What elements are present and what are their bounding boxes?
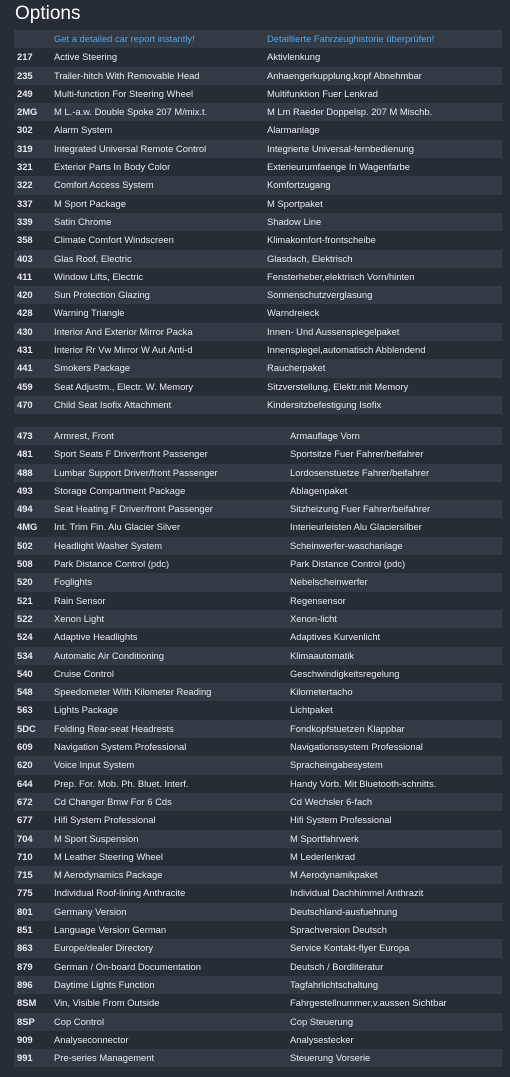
option-code: 488 xyxy=(14,464,54,482)
option-row xyxy=(14,921,502,939)
option-row xyxy=(14,775,502,793)
option-name-de: Shadow Line xyxy=(267,213,502,231)
option-name-de: Deutschland-ausfuehrung xyxy=(290,903,502,921)
option-name-de: Lordosenstuetze Fahrer/beifahrer xyxy=(290,464,502,482)
option-name-en: Smokers Package xyxy=(54,359,267,377)
option-name-en: Glas Roof, Electric xyxy=(54,250,267,268)
option-code: 8SP xyxy=(14,1013,54,1031)
option-row xyxy=(14,158,502,176)
option-row xyxy=(14,464,502,482)
option-name-en: Exterior Parts In Body Color xyxy=(54,158,267,176)
option-name-en: Xenon Light xyxy=(54,610,290,628)
option-row xyxy=(14,592,502,610)
option-name-de: Kindersitzbefestigung Isofix xyxy=(267,396,502,414)
option-code: 710 xyxy=(14,848,54,866)
option-row xyxy=(14,756,502,774)
option-code: 715 xyxy=(14,866,54,884)
option-row xyxy=(14,939,502,957)
option-code: 502 xyxy=(14,537,54,555)
option-name-en: Navigation System Professional xyxy=(54,738,290,756)
option-name-de: Alarmanlage xyxy=(267,121,502,139)
option-name-en: Lumbar Support Driver/front Passenger xyxy=(54,464,290,482)
option-row xyxy=(14,848,502,866)
option-row xyxy=(14,903,502,921)
option-name-de: Innenspiegel,automatisch Abblendend xyxy=(267,341,502,359)
option-code: 620 xyxy=(14,756,54,774)
option-name-en: German / On-board Documentation xyxy=(54,958,290,976)
option-name-en: Daytime Lights Function xyxy=(54,976,290,994)
option-name-en: Foglights xyxy=(54,573,290,591)
option-name-de: Raucherpaket xyxy=(267,359,502,377)
option-code: 403 xyxy=(14,250,54,268)
option-name-de: Sitzheizung Fuer Fahrer/beifahrer xyxy=(290,500,502,518)
option-name-en: Satin Chrome xyxy=(54,213,267,231)
option-name-en: Window Lifts, Electric xyxy=(54,268,267,286)
option-name-en: Cd Changer Bmw For 6 Cds xyxy=(54,793,290,811)
option-name-de: Fondkopfstuetzen Klappbar xyxy=(290,720,502,738)
option-name-de: Individual Dachhimmel Anthrazit xyxy=(290,884,502,902)
option-name-en: Int. Trim Fin. Alu Glacier Silver xyxy=(54,518,290,536)
option-code: 339 xyxy=(14,213,54,231)
option-row xyxy=(14,359,502,377)
option-row xyxy=(14,85,502,103)
option-name-de: Innen- Und Aussenspiegelpaket xyxy=(267,323,502,341)
option-name-de: M Sportfahrwerk xyxy=(290,830,502,848)
option-name-de: Ablagenpaket xyxy=(290,482,502,500)
option-name-de: Integrierte Universal-fernbedienung xyxy=(267,140,502,158)
option-row xyxy=(14,250,502,268)
option-code: 851 xyxy=(14,921,54,939)
option-code: 494 xyxy=(14,500,54,518)
option-row xyxy=(14,500,502,518)
option-name-de: Analysestecker xyxy=(290,1031,502,1049)
option-code: 548 xyxy=(14,683,54,701)
option-code: 321 xyxy=(14,158,54,176)
option-row xyxy=(14,341,502,359)
option-code: 672 xyxy=(14,793,54,811)
option-code: 235 xyxy=(14,67,54,85)
option-name-en: Speedometer With Kilometer Reading xyxy=(54,683,290,701)
options-table-1 xyxy=(14,30,502,414)
option-name-de: Service Kontakt-flyer Europa xyxy=(290,939,502,957)
option-row xyxy=(14,103,502,121)
option-row xyxy=(14,537,502,555)
option-name-de: Aktivlenkung xyxy=(267,48,502,66)
option-code: 358 xyxy=(14,231,54,249)
option-name-de: M Aerodynamikpaket xyxy=(290,866,502,884)
option-code: 420 xyxy=(14,286,54,304)
option-code: 470 xyxy=(14,396,54,414)
option-row xyxy=(14,518,502,536)
option-name-en: Prep. For. Mob. Ph. Bluet. Interf. xyxy=(54,775,290,793)
option-code: 524 xyxy=(14,628,54,646)
option-row xyxy=(14,323,502,341)
option-name-de: Fensterheber,elektrisch Vorn/hinten xyxy=(267,268,502,286)
option-code: 521 xyxy=(14,592,54,610)
option-name-en: Integrated Universal Remote Control xyxy=(54,140,267,158)
option-name-de: Interieurleisten Alu Glaciersilber xyxy=(290,518,502,536)
option-row xyxy=(14,482,502,500)
option-row xyxy=(14,610,502,628)
option-code: 520 xyxy=(14,573,54,591)
option-row xyxy=(14,67,502,85)
option-name-en: Warning Triangle xyxy=(54,304,267,322)
option-name-en: Seat Adjustm., Electr. W. Memory xyxy=(54,378,267,396)
option-code: 879 xyxy=(14,958,54,976)
option-row xyxy=(14,830,502,848)
option-name-de: Navigationssystem Professional xyxy=(290,738,502,756)
option-code: 863 xyxy=(14,939,54,957)
option-code: 322 xyxy=(14,176,54,194)
option-row xyxy=(14,683,502,701)
option-name-en: Analyseconnector xyxy=(54,1031,290,1049)
option-row xyxy=(14,573,502,591)
option-code: 8SM xyxy=(14,994,54,1012)
option-name-de: Hifi System Professional xyxy=(290,811,502,829)
option-row xyxy=(14,176,502,194)
option-code: 430 xyxy=(14,323,54,341)
option-name-en: Vin, Visible From Outside xyxy=(54,994,290,1012)
option-code: 896 xyxy=(14,976,54,994)
report-link-de[interactable]: Detaillierte Fahrzeughistorie überprüfen! xyxy=(267,33,435,44)
option-code: 481 xyxy=(14,445,54,463)
option-name-en: Language Version German xyxy=(54,921,290,939)
option-name-en: Active Steering xyxy=(54,48,267,66)
option-name-de: Adaptives Kurvenlicht xyxy=(290,628,502,646)
option-name-en: Interior Rr Vw Mirror W Aut Anti-d xyxy=(54,341,267,359)
option-name-de: Glasdach, Elektrisch xyxy=(267,250,502,268)
option-name-de: Geschwindigkeitsregelung xyxy=(290,665,502,683)
option-code: 534 xyxy=(14,647,54,665)
option-code: 540 xyxy=(14,665,54,683)
option-name-en: Sun Protection Glazing xyxy=(54,286,267,304)
option-name-en: Comfort Access System xyxy=(54,176,267,194)
option-row xyxy=(14,268,502,286)
option-code: 704 xyxy=(14,830,54,848)
option-name-de: Sprachversion Deutsch xyxy=(290,921,502,939)
option-name-de: Klimaautomatik xyxy=(290,647,502,665)
option-name-de: Scheinwerfer-waschanlage xyxy=(290,537,502,555)
option-name-de: M Lederlenkrad xyxy=(290,848,502,866)
option-name-en: Adaptive Headlights xyxy=(54,628,290,646)
option-row xyxy=(14,140,502,158)
option-row xyxy=(14,286,502,304)
option-name-en: Lights Package xyxy=(54,701,290,719)
option-name-de: Multifunktion Fuer Lenkrad xyxy=(267,85,502,103)
option-name-de: Komfortzugang xyxy=(267,176,502,194)
option-row xyxy=(14,48,502,66)
option-name-en: M Aerodynamics Package xyxy=(54,866,290,884)
option-row xyxy=(14,811,502,829)
option-name-de: Cd Wechsler 6-fach xyxy=(290,793,502,811)
option-row xyxy=(14,555,502,573)
option-name-de: Xenon-licht xyxy=(290,610,502,628)
option-name-en: Headlight Washer System xyxy=(54,537,290,555)
option-code: 775 xyxy=(14,884,54,902)
option-name-en: Automatic Air Conditioning xyxy=(54,647,290,665)
option-code: 473 xyxy=(14,427,54,445)
option-name-de: Sportsitze Fuer Fahrer/beifahrer xyxy=(290,445,502,463)
option-name-en: Germany Version xyxy=(54,903,290,921)
option-code: 609 xyxy=(14,738,54,756)
option-name-en: Interior And Exterior Mirror Packa xyxy=(54,323,267,341)
option-name-en: Child Seat Isofix Attachment xyxy=(54,396,267,414)
option-code: 522 xyxy=(14,610,54,628)
option-name-en: Multi-function For Steering Wheel xyxy=(54,85,267,103)
option-name-en: Rain Sensor xyxy=(54,592,290,610)
option-name-de: Fahrgestellnummer,v.aussen Sichtbar xyxy=(290,994,502,1012)
option-code: 441 xyxy=(14,359,54,377)
option-name-en: Voice Input System xyxy=(54,756,290,774)
option-name-en: Park Distance Control (pdc) xyxy=(54,555,290,573)
page-title: Options xyxy=(15,3,81,24)
option-code: 2MG xyxy=(14,103,54,121)
option-row xyxy=(14,701,502,719)
option-name-de: Kilometertacho xyxy=(290,683,502,701)
option-row xyxy=(14,738,502,756)
option-name-de: Lichtpaket xyxy=(290,701,502,719)
options-table-2 xyxy=(14,427,502,1067)
option-row xyxy=(14,665,502,683)
option-row xyxy=(14,866,502,884)
option-name-de: Sitzverstellung, Elektr.mit Memory xyxy=(267,378,502,396)
option-name-en: Seat Heating F Driver/front Passenger xyxy=(54,500,290,518)
option-name-de: Cop Steuerung xyxy=(290,1013,502,1031)
option-code: 431 xyxy=(14,341,54,359)
option-code: 493 xyxy=(14,482,54,500)
option-row xyxy=(14,427,502,445)
option-name-de: Warndreieck xyxy=(267,304,502,322)
option-code: 428 xyxy=(14,304,54,322)
option-row xyxy=(14,195,502,213)
option-name-en: Alarm System xyxy=(54,121,267,139)
option-code: 909 xyxy=(14,1031,54,1049)
option-name-en: Individual Roof-lining Anthracite xyxy=(54,884,290,902)
option-code: 249 xyxy=(14,85,54,103)
option-name-en: M Sport Suspension xyxy=(54,830,290,848)
report-header-row xyxy=(14,30,502,48)
option-row xyxy=(14,445,502,463)
option-name-de: Tagfahrlichtschaltung xyxy=(290,976,502,994)
option-name-en: Europe/dealer Directory xyxy=(54,939,290,957)
option-row xyxy=(14,121,502,139)
option-code: 459 xyxy=(14,378,54,396)
option-name-de: M Sportpaket xyxy=(267,195,502,213)
option-name-de: Steuerung Vorserie xyxy=(290,1049,502,1067)
option-name-en: Cop Control xyxy=(54,1013,290,1031)
option-code: 508 xyxy=(14,555,54,573)
option-name-en: Trailer-hitch With Removable Head xyxy=(54,67,267,85)
option-row xyxy=(14,231,502,249)
option-row xyxy=(14,1031,502,1049)
option-name-en: M Sport Package xyxy=(54,195,267,213)
option-row xyxy=(14,378,502,396)
option-row xyxy=(14,994,502,1012)
option-row xyxy=(14,396,502,414)
option-row xyxy=(14,304,502,322)
option-name-en: M Leather Steering Wheel xyxy=(54,848,290,866)
option-code: 4MG xyxy=(14,518,54,536)
option-code: 411 xyxy=(14,268,54,286)
option-row xyxy=(14,1013,502,1031)
option-row xyxy=(14,628,502,646)
option-code: 644 xyxy=(14,775,54,793)
option-row xyxy=(14,720,502,738)
option-name-de: Deutsch / Bordliteratur xyxy=(290,958,502,976)
option-name-de: Klimakomfort-frontscheibe xyxy=(267,231,502,249)
option-code: 302 xyxy=(14,121,54,139)
option-name-de: Handy Vorb. Mit Bluetooth-schnitts. xyxy=(290,775,502,793)
option-name-en: Cruise Control xyxy=(54,665,290,683)
option-row xyxy=(14,793,502,811)
option-name-de: Exterieurumfaenge In Wagenfarbe xyxy=(267,158,502,176)
option-name-de: Sonnenschutzverglasung xyxy=(267,286,502,304)
option-code: 217 xyxy=(14,48,54,66)
option-row xyxy=(14,884,502,902)
option-name-en: M L.-a.w. Double Spoke 207 M/mix.t. xyxy=(54,103,267,121)
option-name-de: Armauflage Vorn xyxy=(290,427,502,445)
option-name-de: Regensensor xyxy=(290,592,502,610)
report-link-en[interactable]: Get a detailed car report instantly! xyxy=(54,33,195,44)
option-row xyxy=(14,958,502,976)
option-row xyxy=(14,213,502,231)
option-name-de: Park Distance Control (pdc) xyxy=(290,555,502,573)
option-name-de: Anhaengerkupplung,kopf Abnehmbar xyxy=(267,67,502,85)
option-code: 337 xyxy=(14,195,54,213)
option-name-en: Storage Compartment Package xyxy=(54,482,290,500)
option-row xyxy=(14,976,502,994)
option-code: 991 xyxy=(14,1049,54,1067)
option-name-en: Folding Rear-seat Headrests xyxy=(54,720,290,738)
option-code: 677 xyxy=(14,811,54,829)
option-name-en: Pre-series Management xyxy=(54,1049,290,1067)
option-name-en: Sport Seats F Driver/front Passenger xyxy=(54,445,290,463)
option-name-en: Armrest, Front xyxy=(54,427,290,445)
option-name-en: Hifi System Professional xyxy=(54,811,290,829)
option-code: 5DC xyxy=(14,720,54,738)
option-name-en: Climate Comfort Windscreen xyxy=(54,231,267,249)
option-name-de: Nebelscheinwerfer xyxy=(290,573,502,591)
option-code: 319 xyxy=(14,140,54,158)
option-row xyxy=(14,1049,502,1067)
option-name-de: Spracheingabesystem xyxy=(290,756,502,774)
option-name-de: M Lm Raeder Doppelsp. 207 M Mischb. xyxy=(267,103,502,121)
option-row xyxy=(14,647,502,665)
option-code: 801 xyxy=(14,903,54,921)
option-code: 563 xyxy=(14,701,54,719)
